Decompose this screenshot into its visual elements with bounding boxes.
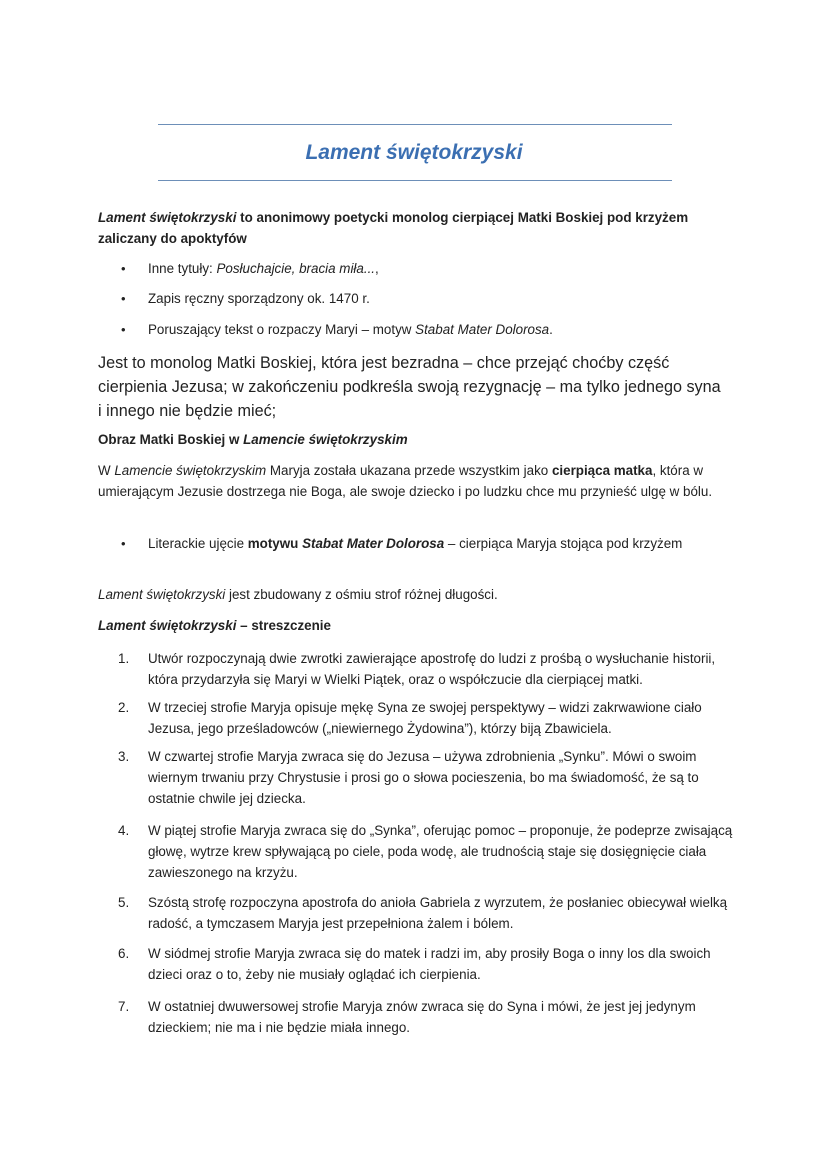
intro-paragraph	[98, 207, 718, 249]
list-number: 2.	[118, 700, 130, 715]
summary-item: W trzeciej strofie Maryja opisuje mękę Syna ze swojej perspektywy – widzi zakrwawione ciało Jezusa, jego prześladowców („niewiernego Żydowina”), którzy biją Zbawiciela.	[148, 700, 702, 736]
list-item-text: Inne tytuły:	[148, 261, 217, 276]
summary-item: Szóstą strofę rozpoczyna apostrofa do anioła Gabriela z wyrzutem, że posłaniec obiecywał wielką radość, a tymczasem Maryja jest przepełniona żalem i bólem.	[148, 895, 728, 931]
list-item-text: Zapis ręczny sporządzony ok. 1470 r.	[148, 291, 370, 306]
summary-item: W piątej strofie Maryja zwraca się do „Synka”, oferując pomoc – proponuje, że podeprze zwisającą głowę, wytrze krew spływającą po ciele, poda wodę, ale trudnością staje się dosięgnięcie ciała zawieszonego na krzyżu.	[148, 823, 733, 880]
summary-item: Utwór rozpoczynają dwie zwrotki zawierające apostrofę do ludzi z prośbą o wysłuchanie historii, która przydarzyła się Maryi w Wielki Piątek, oraz o współczucie dla cierpiącej matki.	[148, 651, 716, 687]
list-item-bold: motywu	[247, 536, 303, 551]
structure-paragraph	[98, 584, 718, 605]
intro-text: to anonimowy poetycki monolog cierpiącej Matki Boskiej pod krzyżem zaliczany do apoktyfów	[98, 210, 689, 246]
list-item-text: Literackie ujęcie	[148, 536, 248, 551]
list-item-after: .	[549, 322, 553, 337]
title-rule-bottom	[158, 180, 672, 181]
summary-heading-text: – streszczenie	[236, 618, 331, 633]
list-item-italic: Posłuchajcie, bracia miła...	[216, 261, 376, 276]
paragraph-italic: Lamencie świętokrzyskim	[114, 463, 267, 478]
paragraph-text: Maryja została ukazana przede wszystkim jako	[266, 463, 552, 478]
list-number: 4.	[118, 823, 130, 838]
intro-title-italic: Lament świętokrzyski	[98, 210, 237, 225]
list-item-after: – cierpiąca Maryja stojąca pod krzyżem	[444, 536, 683, 551]
list-item-bold-italic: Stabat Mater Dolorosa	[302, 536, 445, 551]
title-rule-top	[158, 124, 672, 125]
paragraph-bold: cierpiąca matka	[551, 463, 653, 478]
paragraph-text: , która w umierającym Jezusie dostrzega nie Boga, ale swoje dziecko i po ludzku chce mu przynieść ulgę w bólu.	[98, 463, 713, 499]
section-heading-image	[98, 429, 718, 450]
section-heading-text: Obraz Matki Boskiej w	[98, 432, 244, 447]
document-title: Lament świętokrzyski	[305, 141, 523, 164]
summary-item: W siódmej strofie Maryja zwraca się do matek i radzi im, aby prosiły Boga o inny los dla swoich dzieci oraz o to, żeby nie musiały oglądać ich cierpienia.	[148, 946, 711, 982]
section-paragraph	[98, 460, 723, 502]
list-number: 7.	[118, 999, 130, 1014]
list-number: 1.	[118, 651, 130, 666]
list-item-italic: Stabat Mater Dolorosa	[415, 322, 550, 337]
summary-item: W czwartej strofie Maryja zwraca się do Jezusa – używa zdrobnienia „Synku”. Mówi o swoim wiernym trwaniu przy Chrystusie i prosi go o słowa pocieszenia, bo ma świadomość, że są to ostatnie chwile jej dziecka.	[148, 749, 699, 806]
monologue-paragraph: Jest to monolog Matki Boskiej, która jest bezradna – chce przejąć choćby część cierpienia Jezusa; w zakończeniu podkreśla swoją rezygnację – ma tylko jednego syna i innego nie będzie mieć;	[98, 354, 721, 420]
list-item	[148, 258, 738, 279]
list-number: 6.	[118, 946, 130, 961]
paragraph-text: W	[98, 463, 115, 478]
section-heading-italic: Lamencie świętokrzyskim	[243, 432, 408, 447]
summary-item: W ostatniej dwuwersowej strofie Maryja znów zwraca się do Syna i mówi, że jest jej jedynym dzieckiem; nie ma i nie będzie miała innego.	[148, 999, 696, 1035]
structure-italic: Lament świętokrzyski	[98, 587, 226, 602]
list-item	[148, 319, 738, 340]
bullet-marker: •	[121, 261, 126, 276]
bullet-marker: •	[121, 322, 126, 337]
list-item	[148, 533, 738, 554]
list-item	[148, 288, 738, 309]
list-number: 3.	[118, 749, 130, 764]
list-item-after: ,	[375, 261, 379, 276]
list-number: 5.	[118, 895, 130, 910]
structure-text: jest zbudowany z ośmiu strof różnej długości.	[225, 587, 498, 602]
bullet-marker: •	[121, 536, 126, 551]
summary-heading	[98, 615, 718, 636]
list-item-text: Poruszający tekst o rozpaczy Maryi – motyw	[148, 322, 416, 337]
bullet-marker: •	[121, 291, 126, 306]
summary-heading-italic: Lament świętokrzyski	[98, 618, 237, 633]
